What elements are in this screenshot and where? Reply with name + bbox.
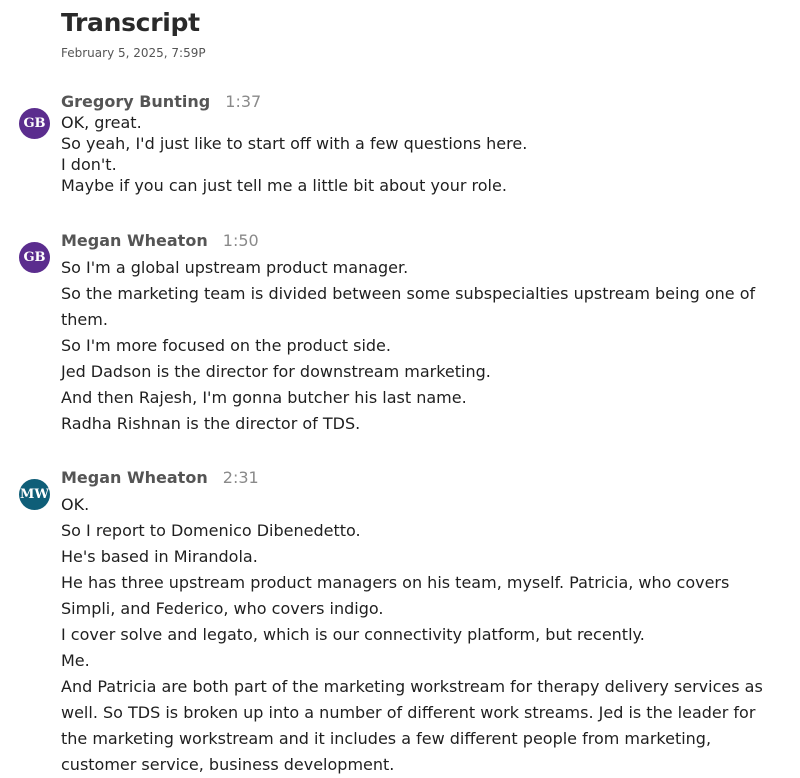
- timestamp[interactable]: 2:31: [222, 468, 259, 487]
- transcript-line: OK.: [61, 495, 90, 514]
- entry-header: [61, 468, 259, 488]
- transcript-line: So yeah, I'd just like to start off with a few questions here.: [61, 134, 528, 153]
- transcript-line: So I'm more focused on the product side.: [61, 336, 391, 355]
- transcript-line: So I'm a global upstream product manager.: [61, 258, 409, 277]
- transcript-line: Maybe if you can just tell me a little bit about your role.: [61, 176, 507, 195]
- transcript-line: Me.: [61, 651, 90, 670]
- avatar-initials: GB: [23, 116, 46, 131]
- transcript-date: February 5, 2025, 7:59P: [61, 46, 206, 60]
- speaker-name: Megan Wheaton: [61, 231, 208, 250]
- timestamp[interactable]: 1:50: [222, 231, 259, 250]
- transcript-line: So the marketing team is divided between some subspecialties upstream being one of them.: [61, 284, 756, 329]
- transcript-line: And Patricia are both part of the marketing workstream for therapy delivery services as well. So TDS is broken up into a number of different work streams. Jed is the leader for the marketing workstream and it includes a few different people from marketing, customer service, business development.: [61, 677, 763, 774]
- transcript-line: OK, great.: [61, 113, 142, 132]
- avatar: [19, 108, 50, 139]
- transcript-line: He has three upstream product managers on his team, myself. Patricia, who covers Simpli, and Federico, who covers indigo.: [61, 573, 730, 618]
- transcript-line: Jed Dadson is the director for downstream marketing.: [61, 362, 491, 381]
- transcript-line: I don't.: [61, 155, 117, 174]
- avatar-initials: GB: [23, 250, 46, 265]
- transcript-line: Radha Rishnan is the director of TDS.: [61, 414, 361, 433]
- entry-header: [61, 92, 261, 112]
- transcript-line: And then Rajesh, I'm gonna butcher his last name.: [61, 388, 467, 407]
- speaker-name: Megan Wheaton: [61, 468, 208, 487]
- transcript-line: So I report to Domenico Dibenedetto.: [61, 521, 361, 540]
- entry-header: [61, 231, 259, 251]
- page-title: Transcript: [61, 8, 200, 37]
- avatar: [19, 242, 50, 273]
- avatar-initials: MW: [20, 487, 49, 502]
- avatar: [19, 479, 50, 510]
- transcript-lines: [61, 255, 786, 437]
- transcript-lines: [61, 112, 786, 196]
- transcript-line: I cover solve and legato, which is our connectivity platform, but recently.: [61, 625, 645, 644]
- transcript-lines: [61, 492, 786, 778]
- transcript-line: He's based in Mirandola.: [61, 547, 258, 566]
- speaker-name: Gregory Bunting: [61, 92, 211, 111]
- timestamp[interactable]: 1:37: [225, 92, 262, 111]
